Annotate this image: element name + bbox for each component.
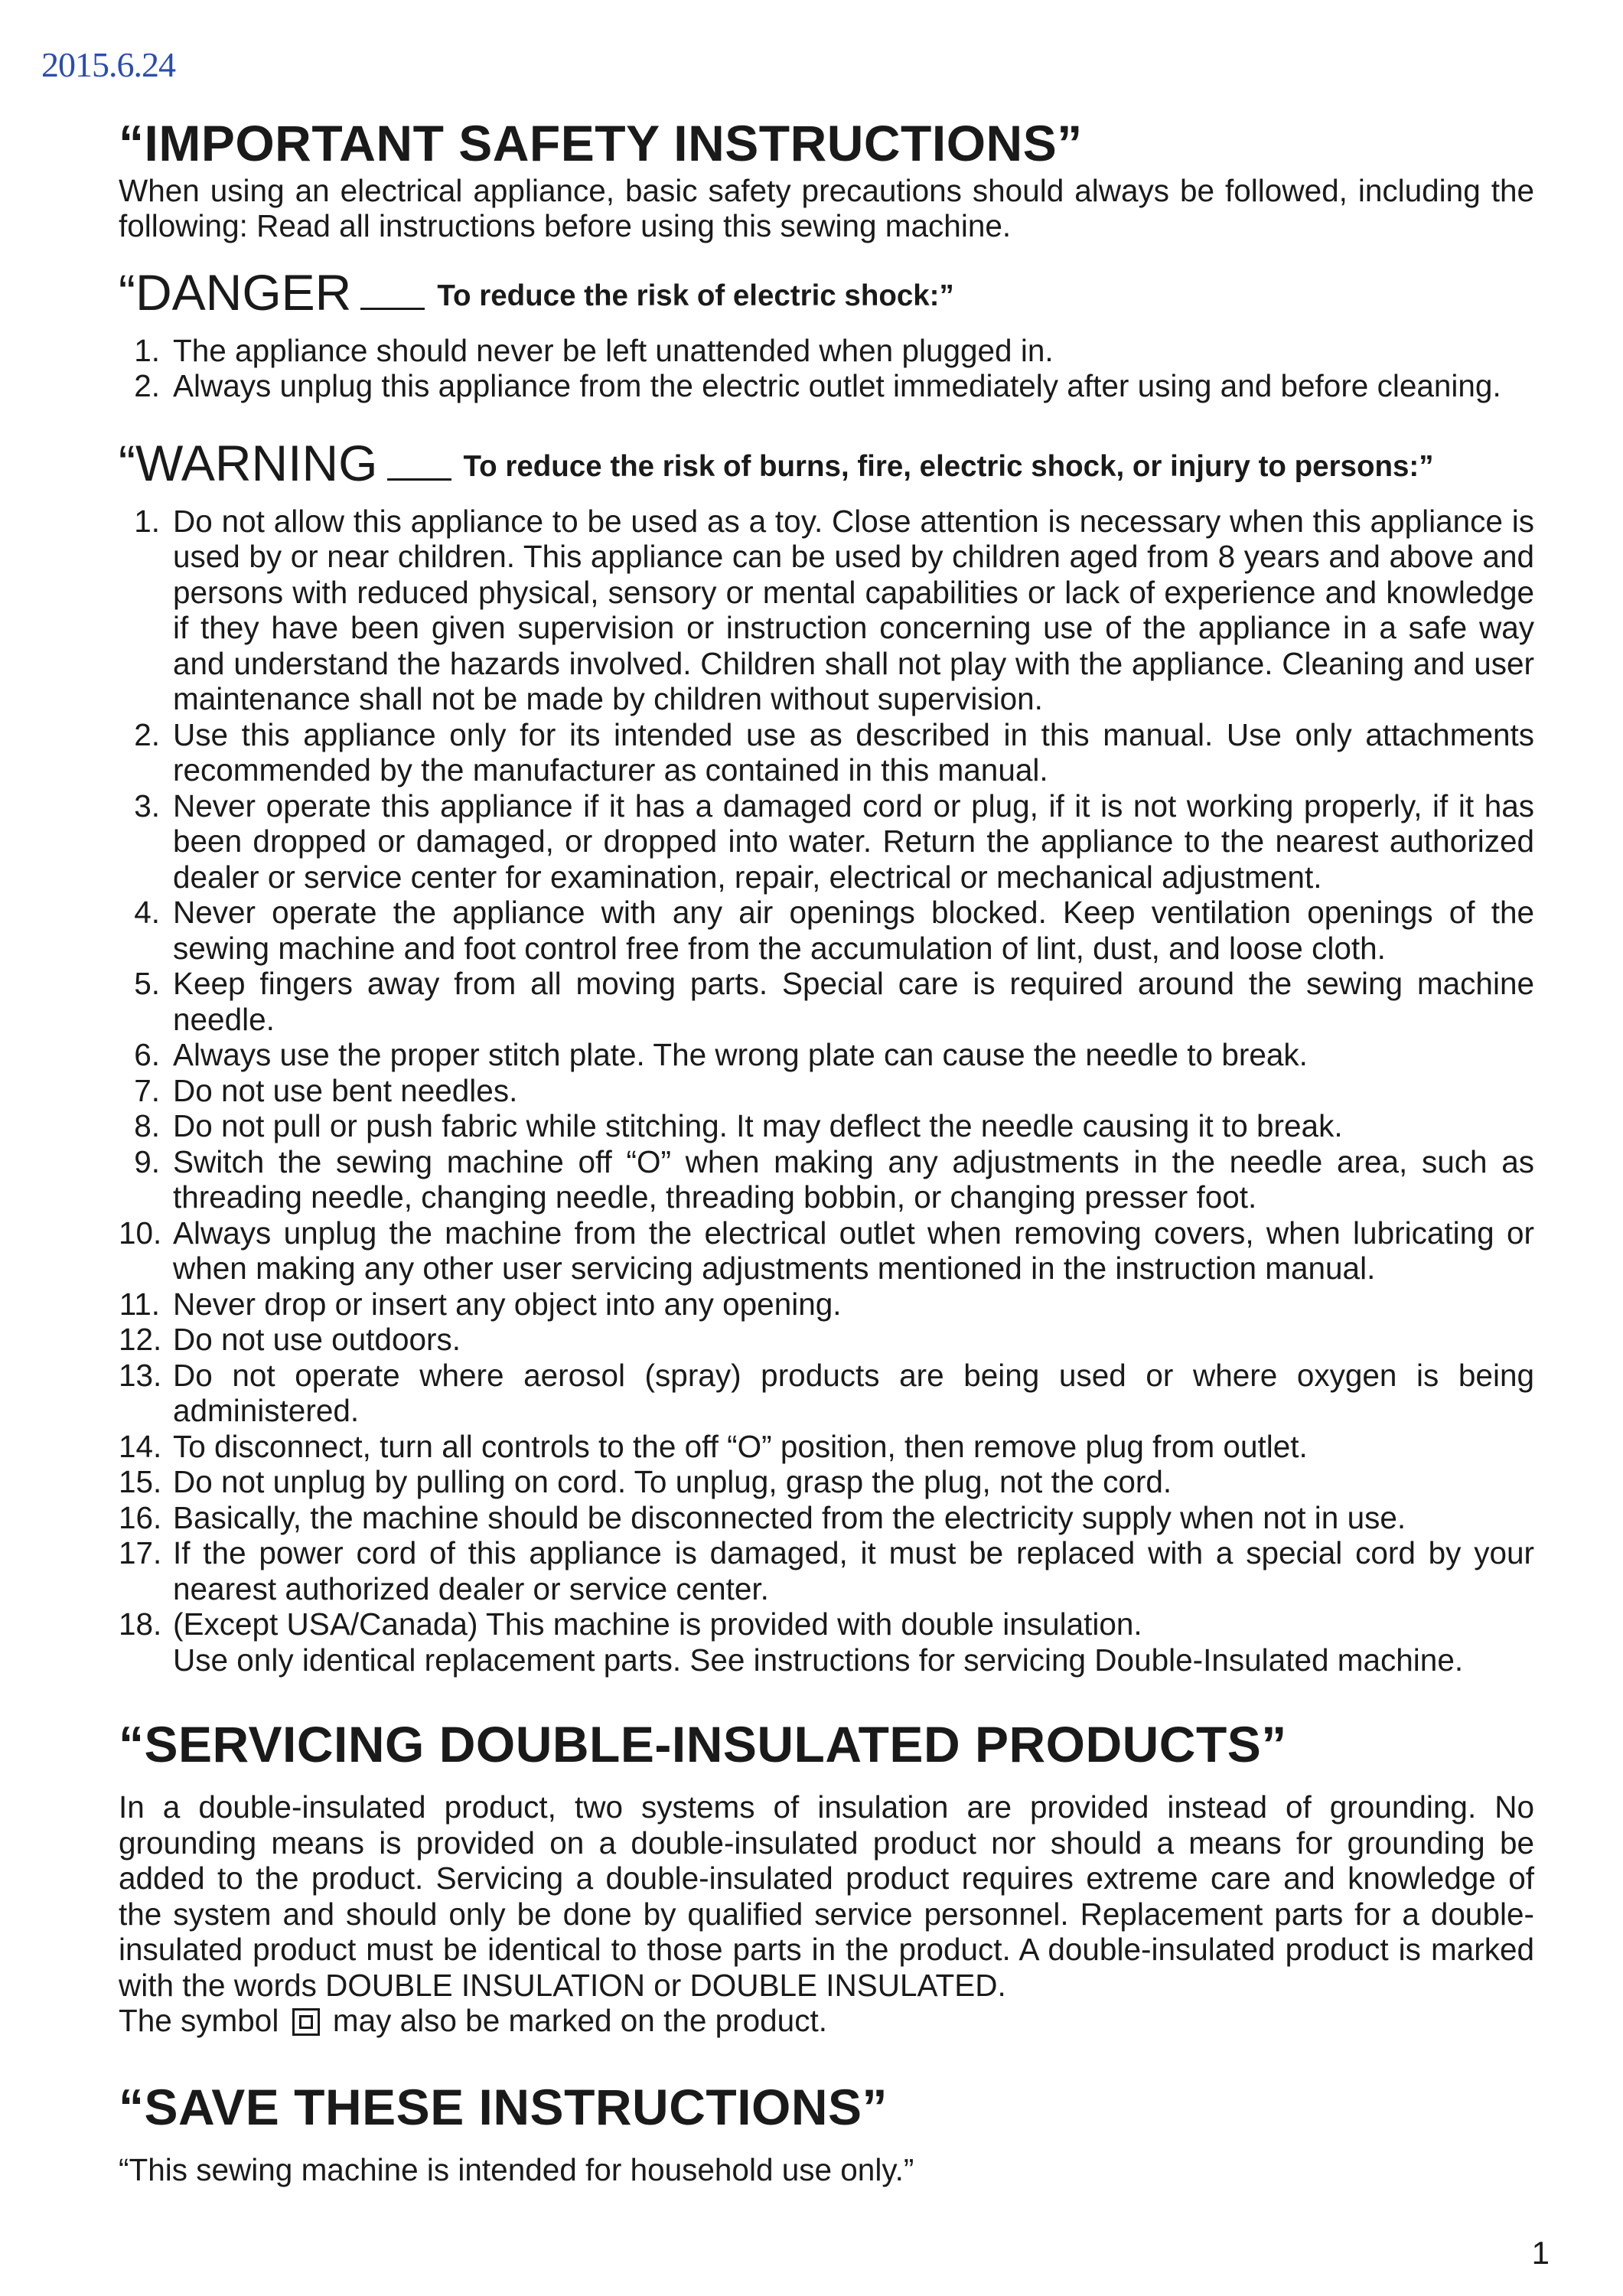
item-number: 5. <box>134 966 160 1002</box>
item-text: If the power cord of this appliance is damaged, it must be replaced with a special cord by your nearest authorized dealer or service center. <box>173 1535 1534 1606</box>
household-note: “This sewing machine is intended for household use only.” <box>119 2151 914 2187</box>
warning-subtitle: To reduce the risk of burns, fire, electric shock, or injury to persons:” <box>463 449 1434 483</box>
item-text: Do not operate where aerosol (spray) products are being used or where oxygen is being administered. <box>173 1357 1534 1429</box>
item-number: 8. <box>134 1108 160 1144</box>
danger-heading <box>119 263 1534 321</box>
warning-item <box>119 1287 1534 1322</box>
symbol-text-before: The symbol <box>119 2003 279 2039</box>
item-number: 16. <box>119 1499 162 1535</box>
item-text: Switch the sewing machine off “O” when making any adjustments in the needle area, such as threading needle, changing needle, threading bobbin, or changing presser foot. <box>173 1143 1534 1215</box>
item-text: Use this appliance only for its intended use as described in this manual. Use only attachments recommended by the manufacturer as contained in this manual. <box>173 716 1534 788</box>
item-text-continued: Use only identical replacement parts. See instructions for servicing Double-Insulated machine. <box>173 1642 1464 1678</box>
warning-item <box>119 1037 1534 1073</box>
item-number: 1. <box>134 332 160 368</box>
warning-item <box>119 1215 1534 1287</box>
page-title: “IMPORTANT SAFETY INSTRUCTIONS” <box>119 115 1083 171</box>
warning-rule <box>387 478 451 481</box>
safety-page <box>119 115 1534 2187</box>
danger-rule <box>360 308 425 310</box>
item-text: Never drop or insert any object into any opening. <box>173 1286 842 1322</box>
servicing-paragraph: In a double-insulated product, two systems of insulation are provided instead of grounding. No grounding means is provided on a double-insulated product nor should a means for grounding be added to the product. Servicing a double-insulated product requires extreme care and knowledge of the system and should only be done by qualified service personnel. Replacement parts for a double-insulated product must be identical to those parts in the product. A double-insulated product is marked with the words DOUBLE INSULATION or DOUBLE INSULATED. <box>119 1789 1534 2003</box>
item-number: 1. <box>134 503 160 539</box>
item-number: 14. <box>119 1428 162 1464</box>
item-text: Never operate the appliance with any air openings blocked. Keep ventilation openings of the sewing machine and foot control free from the accumulation of lint, dust, and loose cloth. <box>173 895 1534 966</box>
warning-item <box>119 1429 1534 1465</box>
item-number: 17. <box>119 1535 162 1571</box>
page-number: 1 <box>1531 2235 1550 2271</box>
item-number: 10. <box>119 1215 162 1251</box>
warning-item <box>119 1358 1534 1429</box>
item-text: Do not use bent needles. <box>173 1072 518 1108</box>
item-text: Always use the proper stitch plate. The wrong plate can cause the needle to break. <box>173 1037 1308 1073</box>
danger-label: “DANGER <box>119 263 352 321</box>
servicing-title: “SERVICING DOUBLE-INSULATED PRODUCTS” <box>119 1716 1287 1773</box>
danger-item <box>119 333 1534 369</box>
save-title: “SAVE THESE INSTRUCTIONS” <box>119 2078 888 2135</box>
double-insulation-symbol-icon <box>292 2008 320 2036</box>
warning-item <box>119 717 1534 788</box>
item-number: 7. <box>134 1072 160 1108</box>
warning-list <box>119 504 1534 1678</box>
warning-item <box>119 1535 1534 1606</box>
item-text: Do not unplug by pulling on cord. To unplug, grasp the plug, not the cord. <box>173 1464 1172 1500</box>
warning-item <box>119 1144 1534 1215</box>
item-number: 2. <box>134 716 160 752</box>
item-text: Keep fingers away from all moving parts. Special care is required around the sewing machine needle. <box>173 966 1534 1037</box>
item-number: 12. <box>119 1322 162 1358</box>
warning-item <box>119 1606 1534 1678</box>
danger-list <box>119 333 1534 404</box>
item-text: Always unplug the machine from the electrical outlet when removing covers, when lubricating or when making any other user servicing adjustments mentioned in the instruction manual. <box>173 1215 1534 1287</box>
symbol-text-after: may also be marked on the product. <box>332 2003 827 2039</box>
warning-item <box>119 1464 1534 1500</box>
item-number: 2. <box>134 368 160 404</box>
warning-item <box>119 1322 1534 1358</box>
warning-item <box>119 504 1534 717</box>
warning-item <box>119 895 1534 966</box>
item-text: Always unplug this appliance from the electric outlet immediately after using and before cleaning. <box>173 368 1501 404</box>
item-text: Do not pull or push fabric while stitching. It may deflect the needle causing it to break. <box>173 1108 1343 1144</box>
item-text: Basically, the machine should be disconnected from the electricity supply when not in use. <box>173 1499 1406 1535</box>
document-date: 2015.6.24 <box>41 45 175 84</box>
danger-subtitle: To reduce the risk of electric shock:” <box>437 279 954 312</box>
warning-item <box>119 1108 1534 1144</box>
item-text: To disconnect, turn all controls to the off “O” position, then remove plug from outlet. <box>173 1428 1308 1464</box>
item-number: 9. <box>134 1143 160 1179</box>
warning-item <box>119 788 1534 895</box>
warning-heading <box>119 434 1534 491</box>
item-text: The appliance should never be left unattended when plugged in. <box>173 332 1054 368</box>
item-number: 6. <box>134 1037 160 1073</box>
warning-item <box>119 1500 1534 1536</box>
item-number: 4. <box>134 895 160 931</box>
item-text: Do not allow this appliance to be used as a toy. Close attention is necessary when this appliance is used by or near children. This appliance can be used by children aged from 8 years and above and persons with reduced physical, sensory or mental capabilities or lack of experience and knowledge if they have been given supervision or instruction concerning use of the appliance in a safe way and understand the hazards involved. Children shall not play with the appliance. Cleaning and user maintenance shall not be made by children without supervision. <box>173 503 1534 717</box>
item-number: 15. <box>119 1464 162 1500</box>
item-number: 11. <box>119 1286 160 1322</box>
item-text: (Except USA/Canada) This machine is provided with double insulation. <box>173 1606 1142 1642</box>
warning-item <box>119 966 1534 1037</box>
intro-paragraph: When using an electrical appliance, basic safety precautions should always be followed, including the following: Read all instructions before using this sewing machine. <box>119 172 1534 244</box>
item-number: 13. <box>119 1357 162 1393</box>
item-text: Do not use outdoors. <box>173 1322 461 1358</box>
symbol-line <box>119 2003 1534 2039</box>
item-number: 18. <box>119 1606 162 1642</box>
item-number: 3. <box>134 788 160 823</box>
item-text: Never operate this appliance if it has a damaged cord or plug, if it is not working properly, if it has been dropped or damaged, or dropped into water. Return the appliance to the nearest authorized dealer or service center for examination, repair, electrical or mechanical adjustment. <box>173 788 1534 895</box>
warning-item <box>119 1073 1534 1109</box>
danger-item <box>119 368 1534 404</box>
warning-label: “WARNING <box>119 434 378 491</box>
